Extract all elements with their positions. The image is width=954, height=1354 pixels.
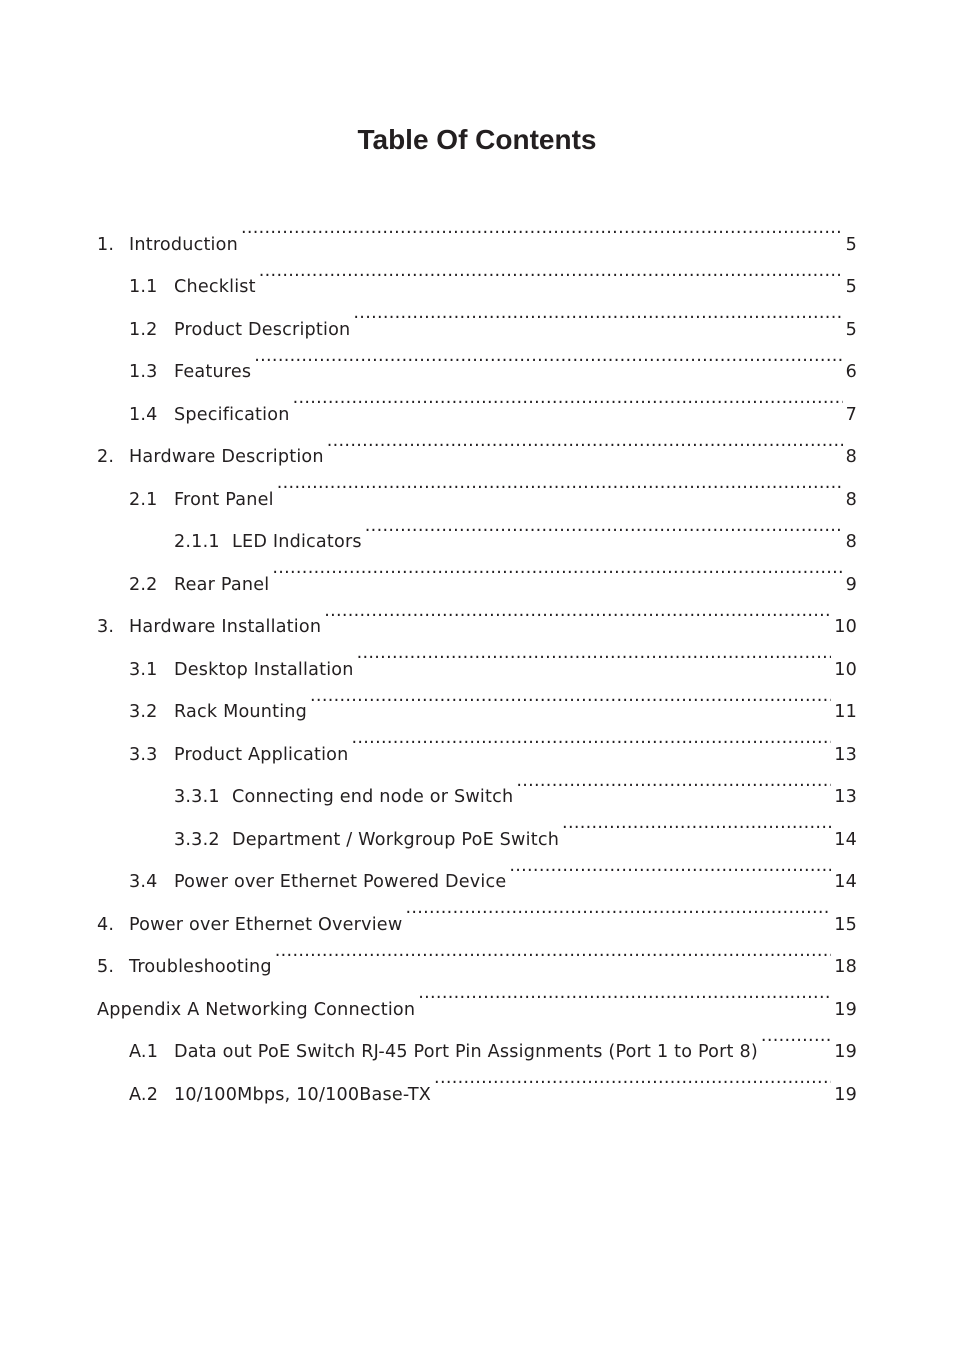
page-title: Table Of Contents bbox=[357, 124, 597, 155]
dot-leader bbox=[357, 632, 832, 675]
toc-entry-number: 2.1.1 bbox=[174, 532, 220, 552]
dot-leader bbox=[761, 1015, 831, 1058]
toc-entry-number: 1.3 bbox=[129, 362, 158, 382]
toc-entry-title: Power over Ethernet Powered Device bbox=[174, 872, 507, 892]
toc-entry-title: Features bbox=[174, 362, 252, 382]
toc-entry-page: 6 bbox=[845, 362, 857, 382]
toc-entry-page: 8 bbox=[845, 447, 857, 467]
toc-entry-page: 5 bbox=[845, 319, 857, 340]
toc-entry-page: 14 bbox=[834, 829, 857, 850]
toc-entry-page: 11 bbox=[834, 702, 857, 722]
dot-leader bbox=[516, 760, 831, 803]
toc-entry-page: 19 bbox=[834, 1042, 857, 1062]
toc-entry-title: Connecting end node or Switch bbox=[232, 787, 514, 807]
dot-leader bbox=[352, 717, 832, 760]
toc-entry-number: 3. bbox=[97, 617, 115, 637]
toc-entry-page: 19 bbox=[834, 1084, 857, 1105]
dot-leader bbox=[562, 802, 831, 845]
toc-entry-page: 9 bbox=[845, 574, 857, 595]
toc-entry-page: 8 bbox=[845, 532, 857, 552]
toc-entry-page: 18 bbox=[834, 957, 857, 977]
table-of-contents bbox=[97, 207, 857, 1105]
toc-entry-title: Product Description bbox=[174, 319, 351, 340]
dot-leader bbox=[418, 972, 831, 1015]
toc-entry-number: 3.3 bbox=[129, 744, 158, 765]
dot-leader bbox=[327, 420, 843, 463]
toc-entry-page: 15 bbox=[834, 914, 857, 935]
dot-leader bbox=[241, 207, 843, 250]
dot-leader bbox=[509, 845, 831, 888]
toc-entry-number: 1.1 bbox=[129, 277, 158, 297]
dot-leader bbox=[277, 462, 843, 505]
toc-entry-title: Rear Panel bbox=[174, 574, 270, 595]
toc-entry-title: Department / Workgroup PoE Switch bbox=[232, 829, 560, 850]
toc-entry-title: LED Indicators bbox=[232, 532, 362, 552]
toc-entry-page: 5 bbox=[845, 234, 857, 255]
toc-entry-number: 1.2 bbox=[129, 319, 158, 340]
toc-entry-number: 3.4 bbox=[129, 872, 158, 892]
toc-entry-number: 3.1 bbox=[129, 659, 158, 680]
toc-entry-number: 3.3.1 bbox=[174, 787, 220, 807]
toc-entry-number: 2.2 bbox=[129, 574, 158, 595]
toc-entry-title: Checklist bbox=[174, 277, 256, 297]
toc-entry-page: 10 bbox=[834, 617, 857, 637]
toc-entry-title: Front Panel bbox=[174, 489, 274, 510]
toc-entry-page: 19 bbox=[834, 999, 857, 1020]
toc-entry-page: 14 bbox=[834, 872, 857, 892]
toc-entry-title: 10/100Mbps, 10/100Base-TX bbox=[174, 1084, 432, 1105]
dot-leader bbox=[434, 1057, 831, 1100]
toc-entry-title: Data out PoE Switch RJ-45 Port Pin Assignments (Port 1 to Port 8) bbox=[174, 1042, 758, 1062]
dot-leader bbox=[405, 887, 831, 930]
toc-entry-page: 8 bbox=[845, 489, 857, 510]
toc-entry-page: 7 bbox=[845, 404, 857, 425]
toc-entry-title: Product Application bbox=[174, 744, 349, 765]
dot-leader bbox=[259, 250, 843, 293]
toc-entry-title: Rack Mounting bbox=[174, 702, 308, 722]
toc-entry-page: 5 bbox=[845, 277, 857, 297]
toc-entry-title: Power over Ethernet Overview bbox=[129, 914, 403, 935]
toc-entry-title: Hardware Installation bbox=[129, 617, 322, 637]
dot-leader bbox=[275, 930, 831, 973]
toc-entry-number: 4. bbox=[97, 914, 115, 935]
dot-leader bbox=[324, 590, 831, 633]
dot-leader bbox=[353, 292, 842, 335]
toc-entry-title: Specification bbox=[174, 404, 290, 425]
toc-entry-title: Appendix A Networking Connection bbox=[97, 999, 416, 1020]
toc-entry[interactable] bbox=[97, 207, 857, 255]
toc-entry-number: 1.4 bbox=[129, 404, 158, 425]
toc-entry-number: 3.2 bbox=[129, 702, 158, 722]
toc-entry-number: 3.3.2 bbox=[174, 829, 220, 850]
toc-entry-number: 1. bbox=[97, 234, 115, 255]
toc-entry-title: Troubleshooting bbox=[129, 957, 272, 977]
dot-leader bbox=[254, 335, 842, 378]
toc-entry-page: 10 bbox=[834, 659, 857, 680]
toc-entry-number: 5. bbox=[97, 957, 115, 977]
dot-leader bbox=[293, 377, 843, 420]
dot-leader bbox=[365, 505, 843, 548]
toc-entry-page: 13 bbox=[834, 744, 857, 765]
dot-leader bbox=[272, 547, 842, 590]
dot-leader bbox=[310, 675, 831, 718]
toc-entry-title: Introduction bbox=[129, 234, 238, 255]
toc-entry-number: A.2 bbox=[129, 1084, 159, 1105]
toc-entry-number: A.1 bbox=[129, 1042, 159, 1062]
toc-entry-title: Desktop Installation bbox=[174, 659, 354, 680]
toc-entry-page: 13 bbox=[834, 787, 857, 807]
toc-entry-title: Hardware Description bbox=[129, 447, 324, 467]
toc-entry-number: 2. bbox=[97, 447, 115, 467]
toc-entry-number: 2.1 bbox=[129, 489, 158, 510]
